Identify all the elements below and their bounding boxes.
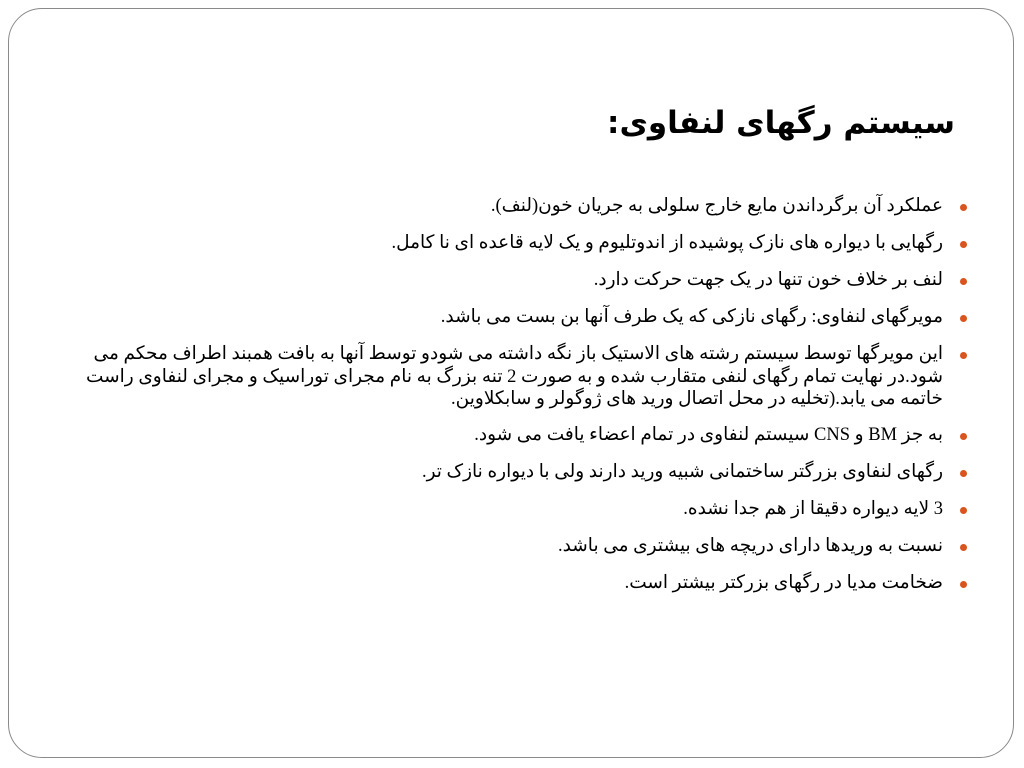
list-item (39, 498, 969, 521)
list-item-text: رگهای لنفاوی بزرگتر ساختمانی شبیه ورید دارند ولی با دیواره نازک تر. (421, 461, 943, 482)
list-item-text: این مویرگها توسط سیستم رشته های الاستیک باز نگه داشته می شودو توسط آنها به بافت همبند اطراف محکم می شود.در نهایت تمام رگهای لنفی متقارب شده و به صورت 2 تنه بزرگ به نام مجرای توراسیک و مجرای لنفاوی راست خاتمه می یابد.(تخلیه در محل اتصال ورید های ژوگولر و سابکلاوین. (85, 344, 943, 409)
list-item-text: 3 لایه دیواره دقیقا از هم جدا نشده. (683, 498, 943, 519)
list-item (39, 232, 969, 255)
bullet-icon (960, 433, 967, 440)
bullet-icon (960, 352, 967, 359)
bullet-icon (960, 544, 967, 551)
list-item (39, 343, 969, 411)
list-item (39, 572, 969, 595)
list-item (39, 535, 969, 558)
list-item (39, 424, 969, 447)
bullet-icon (960, 315, 967, 322)
list-item-text: عملکرد آن برگرداندن مایع خارج سلولی به جریان خون(لنف). (490, 196, 943, 216)
bullet-list (39, 195, 969, 609)
list-item (39, 269, 969, 292)
list-item-text: مویرگهای لنفاوی: رگهای نازکی که یک طرف آنها بن بست می باشد. (440, 307, 943, 327)
list-item-text: به جز BM و CNS سیستم لنفاوی در تمام اعضاء یافت می شود. (474, 424, 943, 445)
bullet-icon (960, 470, 967, 477)
list-item-text: رگهایی با دیواره های نازک پوشیده از اندوتلیوم و یک لایه قاعده ای نا کامل. (391, 233, 943, 253)
bullet-icon (960, 241, 967, 248)
bullet-icon (960, 507, 967, 514)
list-item-text: ضخامت مدیا در رگهای بزرکتر بیشتر است. (624, 572, 943, 593)
list-item (39, 306, 969, 329)
bullet-icon (960, 581, 967, 588)
bullet-icon (960, 204, 967, 211)
list-item-text: لنف بر خلاف خون تنها در یک جهت حرکت دارد. (593, 270, 943, 290)
list-item (39, 195, 969, 218)
bullet-icon (960, 278, 967, 285)
slide-frame (8, 8, 1014, 758)
list-item-text: نسبت به وریدها دارای دریچه های بیشتری می باشد. (557, 535, 943, 556)
list-item (39, 461, 969, 484)
slide-title: سیستم رگهای لنفاوی: (607, 105, 955, 141)
